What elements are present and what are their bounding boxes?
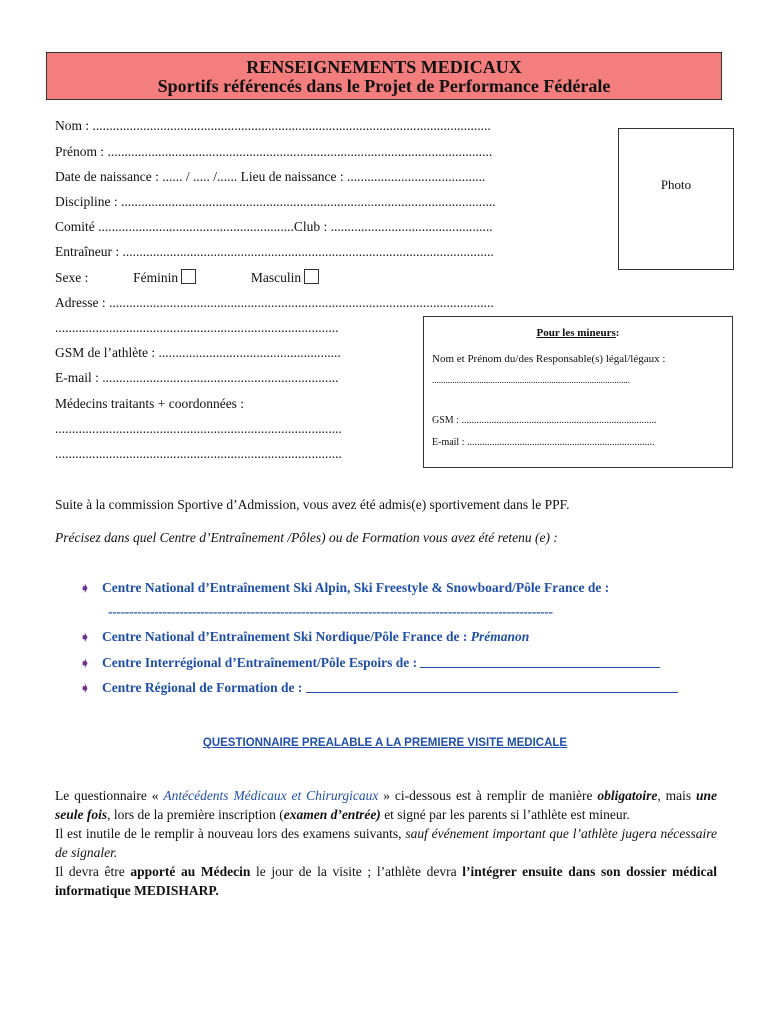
- arrow-bullet-icon: ➧: [80, 656, 91, 670]
- photo-label: Photo: [660, 177, 692, 192]
- precisez-text: Précisez dans quel Centre d’Entraînement /Pôles) ou de Formation vous avez été retenu (e) :: [55, 530, 558, 545]
- medecins-label: Médecins traitants + coordonnées :: [55, 396, 245, 411]
- minors-gsm-field[interactable]: GSM : ..............................................................................: [432, 415, 657, 426]
- prenom-field[interactable]: Prénom : ..................................................................................................................: [55, 144, 493, 159]
- document-header: [46, 52, 722, 100]
- centre-nordique-value: Prémanon: [470, 629, 530, 644]
- feminin-checkbox[interactable]: [181, 269, 196, 284]
- sexe-label: Sexe :: [55, 270, 89, 285]
- arrow-bullet-icon: ➧: [80, 630, 91, 644]
- centre-ski-nordique: ➧ Centre National d’Entraînement Ski Nordique/Pôle France de : Prémanon: [80, 629, 530, 644]
- centre-ski-alpin: ➧ Centre National d’Entraînement Ski Alpin, Ski Freestyle & Snowboard/Pôle France de :: [80, 580, 610, 595]
- masculin-checkbox[interactable]: [304, 269, 319, 284]
- sexe-row: [55, 269, 319, 286]
- email-field[interactable]: E-mail : ......................................................................: [55, 370, 339, 385]
- centre-interregional: ➧ Centre Interrégional d’Entraînement/Pôle Espoirs de :: [80, 655, 660, 671]
- naissance-field[interactable]: Date de naissance : ...... / ..... /...... Lieu de naissance : .........................................: [55, 169, 486, 184]
- centre-interregional-line[interactable]: [420, 667, 660, 668]
- centre-regional-line[interactable]: [306, 692, 678, 693]
- admission-text: Suite à la commission Sportive d’Admission, vous avez été admis(e) sportivement dans le PPF.: [55, 497, 570, 512]
- questionnaire-body: [55, 786, 717, 900]
- questionnaire-paragraph-1: Le questionnaire « Antécédents Médicaux et Chirurgicaux » ci-dessous est à remplir de manière obligatoire, mais une seule fois, lors de la première inscription (examen d’entrée) et signé par les parents si l’athlète est mineur.: [55, 788, 717, 822]
- arrow-bullet-icon: ➧: [80, 681, 91, 695]
- minors-email-field[interactable]: E-mail : ...........................................................................: [432, 437, 655, 448]
- questionnaire-paragraph-3: Il devra être apporté au Médecin le jour de la visite ; l’athlète devra l’intégrer ensuite dans son dossier médical informatique MEDISHARP.: [55, 864, 717, 898]
- comite-club-field[interactable]: Comité ..........................................................Club : ................................................: [55, 219, 493, 234]
- photo-box: [618, 128, 734, 270]
- discipline-field[interactable]: Discipline : ...............................................................................................................: [55, 194, 496, 209]
- responsable-line[interactable]: ........................................................................................: [432, 375, 630, 385]
- questionnaire-paragraph-2: Il est inutile de le remplir à nouveau lors des examens suivants, sauf événement important que l’athlète jugera nécessaire de signaler.: [55, 826, 717, 860]
- minors-title: Pour les mineurs:: [536, 327, 620, 339]
- document-subtitle: Sportifs référencés dans le Projet de Performance Fédérale: [157, 76, 611, 96]
- arrow-bullet-icon: ➧: [80, 581, 91, 595]
- feminin-label: Féminin: [133, 270, 179, 285]
- document-title: RENSEIGNEMENTS MEDICAUX: [246, 57, 522, 77]
- nom-field[interactable]: Nom : ......................................................................................................................: [55, 118, 491, 133]
- gsm-field[interactable]: GSM de l’athlète : ......................................................: [55, 345, 341, 360]
- masculin-label: Masculin: [250, 270, 302, 285]
- adresse-field[interactable]: Adresse : ..................................................................................................................: [55, 295, 494, 310]
- questionnaire-title: QUESTIONNAIRE PREALABLE A LA PREMIERE VISITE MEDICALE: [202, 737, 568, 749]
- medecins-line-2[interactable]: .....................................................................................: [55, 446, 342, 461]
- entraineur-field[interactable]: Entraîneur : ..............................................................................................................: [55, 244, 494, 259]
- medecins-line-1[interactable]: .....................................................................................: [55, 421, 342, 436]
- responsable-label: Nom et Prénom du/des Responsable(s) légal/légaux :: [432, 353, 666, 365]
- minors-box: [423, 316, 733, 468]
- centre-ski-alpin-line[interactable]: ----------------------------------------------------------------------------------------------------------: [108, 604, 553, 619]
- centre-regional: ➧ Centre Régional de Formation de :: [80, 680, 678, 696]
- adresse-line-2[interactable]: ....................................................................................: [55, 320, 339, 335]
